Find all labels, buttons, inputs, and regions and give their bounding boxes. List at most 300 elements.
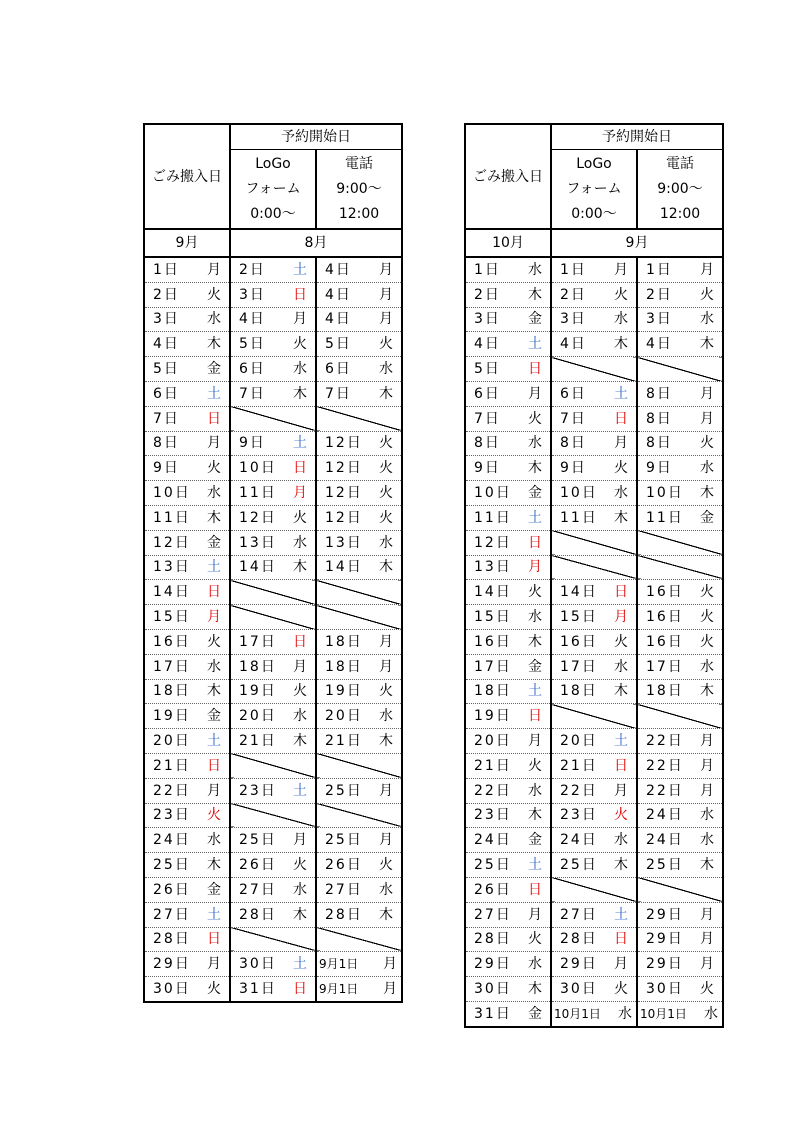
table-row bbox=[465, 803, 723, 828]
date-label: 24日 bbox=[474, 832, 512, 849]
phone-date-cell bbox=[637, 977, 723, 1002]
logo-form-date-cell bbox=[551, 902, 637, 927]
phone-date-cell bbox=[637, 778, 723, 803]
date-label: 21日 bbox=[325, 733, 363, 750]
date-label: 14日 bbox=[325, 559, 363, 576]
logo-form-date-cell bbox=[551, 332, 637, 357]
phone-date-cell bbox=[316, 257, 402, 282]
weekday-label: 水 bbox=[528, 435, 544, 452]
logo-form-date-cell bbox=[230, 456, 316, 481]
weekday-label: 月 bbox=[379, 658, 395, 675]
phone-date-cell bbox=[637, 580, 723, 605]
pickup-date-cell bbox=[144, 654, 230, 679]
table-row bbox=[465, 977, 723, 1002]
phone-date-cell bbox=[316, 481, 402, 506]
weekday-label: 水 bbox=[700, 658, 716, 675]
phone-date-cell bbox=[637, 629, 723, 654]
weekday-label: 木 bbox=[207, 509, 223, 526]
weekday-label: 水 bbox=[293, 361, 309, 378]
logo-form-date-cell bbox=[551, 927, 637, 952]
phone-date-cell bbox=[316, 456, 402, 481]
schedule-table-right bbox=[464, 123, 724, 1028]
pickup-date-cell bbox=[144, 456, 230, 481]
date-label: 7日 bbox=[239, 385, 266, 402]
logo-form-date-cell-unavailable bbox=[230, 580, 316, 605]
weekday-label: 月 bbox=[207, 435, 223, 452]
table-row bbox=[465, 456, 723, 481]
table-row bbox=[465, 729, 723, 754]
pickup-date-cell bbox=[465, 456, 551, 481]
phone-date-cell-unavailable bbox=[316, 803, 402, 828]
weekday-label: 月 bbox=[614, 782, 630, 799]
weekday-label: 土 bbox=[207, 385, 223, 402]
weekday-label: 土 bbox=[528, 683, 544, 700]
date-label: 11日 bbox=[239, 485, 277, 502]
date-label: 17日 bbox=[474, 658, 512, 675]
weekday-label: 火 bbox=[528, 584, 544, 601]
date-label: 10月1日 bbox=[640, 1006, 687, 1021]
date-label: 17日 bbox=[239, 633, 277, 650]
weekday-label: 月 bbox=[528, 906, 544, 923]
weekday-label: 土 bbox=[614, 385, 630, 402]
pickup-date-cell bbox=[144, 828, 230, 853]
date-label: 18日 bbox=[239, 658, 277, 675]
phone-date-cell bbox=[637, 505, 723, 530]
date-label: 8日 bbox=[646, 435, 673, 452]
pickup-date-cell bbox=[465, 679, 551, 704]
date-label: 9月1日 bbox=[319, 957, 359, 972]
weekday-label: 金 bbox=[207, 881, 223, 898]
date-label: 23日 bbox=[560, 807, 598, 824]
phone-date-cell bbox=[637, 853, 723, 878]
reservation-start-header: 予約開始日 bbox=[230, 124, 402, 150]
logo-form-date-cell-unavailable bbox=[551, 357, 637, 382]
date-label: 28日 bbox=[239, 906, 277, 923]
phone-header bbox=[637, 150, 723, 230]
phone-date-cell bbox=[316, 629, 402, 654]
logo-form-date-cell bbox=[551, 307, 637, 332]
weekday-label: 金 bbox=[528, 485, 544, 502]
table-row bbox=[144, 381, 402, 406]
weekday-label: 月 bbox=[614, 609, 630, 626]
table-row bbox=[144, 605, 402, 630]
weekday-label: 月 bbox=[700, 261, 716, 278]
pickup-date-cell bbox=[465, 530, 551, 555]
weekday-label: 木 bbox=[528, 633, 544, 650]
date-label: 3日 bbox=[560, 311, 587, 328]
table-row bbox=[465, 654, 723, 679]
pickup-date-cell bbox=[465, 778, 551, 803]
logo-form-date-cell bbox=[551, 406, 637, 431]
weekday-label: 水 bbox=[207, 485, 223, 502]
weekday-label: 土 bbox=[207, 733, 223, 750]
weekday-label: 日 bbox=[293, 460, 309, 477]
date-label: 26日 bbox=[325, 857, 363, 874]
date-label: 25日 bbox=[325, 782, 363, 799]
table-row bbox=[144, 753, 402, 778]
weekday-label: 水 bbox=[379, 534, 395, 551]
table-row bbox=[465, 257, 723, 282]
date-label: 26日 bbox=[153, 881, 191, 898]
weekday-label: 月 bbox=[614, 956, 630, 973]
date-label: 17日 bbox=[560, 658, 598, 675]
weekday-label: 火 bbox=[207, 981, 223, 997]
weekday-label: 日 bbox=[293, 981, 309, 997]
weekday-label: 月 bbox=[700, 906, 716, 923]
date-label: 13日 bbox=[474, 559, 512, 576]
date-label: 2日 bbox=[646, 286, 673, 303]
table-row bbox=[144, 555, 402, 580]
logo-form-date-cell bbox=[230, 357, 316, 382]
weekday-label: 火 bbox=[207, 286, 223, 303]
pickup-date-cell bbox=[144, 679, 230, 704]
weekday-label: 火 bbox=[379, 336, 395, 353]
weekday-label: 木 bbox=[528, 981, 544, 997]
logo-form-date-cell bbox=[551, 853, 637, 878]
logo-form-date-cell bbox=[551, 431, 637, 456]
date-label: 29日 bbox=[646, 931, 684, 948]
logo-form-date-cell bbox=[551, 257, 637, 282]
date-label: 25日 bbox=[153, 857, 191, 874]
pickup-date-cell bbox=[144, 853, 230, 878]
logo-form-date-cell bbox=[230, 505, 316, 530]
weekday-label: 火 bbox=[528, 931, 544, 948]
date-label: 12日 bbox=[153, 534, 191, 551]
phone-date-cell-unavailable bbox=[637, 357, 723, 382]
date-label: 30日 bbox=[153, 981, 191, 997]
pickup-date-cell bbox=[465, 853, 551, 878]
phone-date-cell bbox=[316, 704, 402, 729]
weekday-label: 木 bbox=[614, 857, 630, 874]
weekday-label: 木 bbox=[700, 683, 716, 700]
reservation-month: 8月 bbox=[230, 229, 402, 257]
date-label: 20日 bbox=[560, 733, 598, 750]
table-row bbox=[144, 481, 402, 506]
weekday-label: 日 bbox=[614, 931, 630, 948]
phone-start-time: 9:00～ bbox=[336, 180, 382, 197]
phone-date-cell-unavailable bbox=[316, 927, 402, 952]
table-row bbox=[144, 977, 402, 1002]
pickup-date-cell bbox=[144, 381, 230, 406]
weekday-label: 日 bbox=[207, 757, 223, 774]
phone-header bbox=[316, 150, 402, 230]
weekday-label: 水 bbox=[528, 782, 544, 799]
date-label: 12日 bbox=[325, 460, 363, 477]
pickup-date-cell bbox=[465, 654, 551, 679]
date-label: 7日 bbox=[153, 410, 180, 427]
phone-date-cell bbox=[637, 431, 723, 456]
weekday-label: 日 bbox=[207, 410, 223, 427]
logo-form-date-cell bbox=[551, 381, 637, 406]
weekday-label: 日 bbox=[528, 881, 544, 898]
table-row bbox=[144, 505, 402, 530]
date-label: 28日 bbox=[325, 906, 363, 923]
date-label: 11日 bbox=[474, 509, 512, 526]
table-row bbox=[144, 257, 402, 282]
pickup-date-cell bbox=[144, 778, 230, 803]
date-label: 13日 bbox=[239, 534, 277, 551]
logo-form-date-cell bbox=[551, 828, 637, 853]
phone-label: 電話 bbox=[345, 155, 373, 172]
table-row bbox=[465, 1001, 723, 1026]
table-row bbox=[465, 629, 723, 654]
schedule-rows bbox=[144, 257, 402, 1002]
logo-form-date-cell bbox=[230, 381, 316, 406]
date-label: 30日 bbox=[239, 956, 277, 973]
date-label: 30日 bbox=[560, 981, 598, 997]
weekday-label: 金 bbox=[207, 534, 223, 551]
pickup-date-cell bbox=[144, 505, 230, 530]
pickup-date-cell bbox=[144, 406, 230, 431]
schedule-table-left bbox=[143, 123, 403, 1003]
pickup-date-cell bbox=[144, 803, 230, 828]
pickup-date-cell bbox=[465, 381, 551, 406]
weekday-label: 火 bbox=[528, 410, 544, 427]
weekday-label: 火 bbox=[207, 807, 223, 824]
logo-form-date-cell-unavailable bbox=[230, 753, 316, 778]
date-label: 27日 bbox=[325, 881, 363, 898]
weekday-label: 木 bbox=[700, 485, 716, 502]
date-label: 31日 bbox=[474, 1005, 512, 1022]
logo-form-date-cell bbox=[551, 679, 637, 704]
weekday-label: 月 bbox=[700, 757, 716, 774]
weekday-label: 金 bbox=[700, 509, 716, 526]
date-label: 2日 bbox=[153, 286, 180, 303]
table-row bbox=[144, 282, 402, 307]
phone-date-cell-unavailable bbox=[637, 530, 723, 555]
date-label: 9日 bbox=[646, 460, 673, 477]
date-label: 4日 bbox=[646, 336, 673, 353]
pickup-date-cell bbox=[144, 729, 230, 754]
table-row bbox=[144, 704, 402, 729]
logo-form-date-cell bbox=[551, 952, 637, 977]
logo-form-date-cell bbox=[230, 332, 316, 357]
table-row bbox=[144, 530, 402, 555]
date-label: 24日 bbox=[646, 807, 684, 824]
date-label: 8日 bbox=[646, 410, 673, 427]
date-label: 27日 bbox=[153, 906, 191, 923]
logo-form-date-cell bbox=[551, 605, 637, 630]
phone-date-cell bbox=[637, 1001, 723, 1026]
table-row bbox=[465, 505, 723, 530]
logo-form-date-cell bbox=[551, 505, 637, 530]
weekday-label: 火 bbox=[379, 857, 395, 874]
weekday-label: 月 bbox=[207, 956, 223, 973]
weekday-label: 火 bbox=[614, 460, 630, 477]
date-label: 10日 bbox=[560, 485, 598, 502]
weekday-label: 土 bbox=[528, 857, 544, 874]
date-label: 5日 bbox=[239, 336, 266, 353]
weekday-label: 土 bbox=[614, 906, 630, 923]
logo-form-date-cell bbox=[230, 257, 316, 282]
date-label: 6日 bbox=[325, 361, 352, 378]
date-label: 12日 bbox=[325, 485, 363, 502]
weekday-label: 水 bbox=[207, 311, 223, 328]
date-label: 8日 bbox=[560, 435, 587, 452]
pickup-date-cell bbox=[144, 902, 230, 927]
weekday-label: 木 bbox=[207, 683, 223, 700]
date-label: 18日 bbox=[560, 683, 598, 700]
phone-date-cell bbox=[316, 828, 402, 853]
table-row bbox=[144, 357, 402, 382]
date-label: 5日 bbox=[474, 361, 501, 378]
date-label: 27日 bbox=[560, 906, 598, 923]
weekday-label: 水 bbox=[207, 832, 223, 849]
table-row bbox=[465, 307, 723, 332]
date-label: 10日 bbox=[474, 485, 512, 502]
phone-date-cell bbox=[637, 654, 723, 679]
table-row bbox=[465, 753, 723, 778]
date-label: 18日 bbox=[153, 683, 191, 700]
date-label: 22日 bbox=[474, 782, 512, 799]
weekday-label: 水 bbox=[700, 832, 716, 849]
pickup-date-cell bbox=[144, 431, 230, 456]
date-label: 18日 bbox=[325, 633, 363, 650]
date-label: 23日 bbox=[474, 807, 512, 824]
table-row bbox=[465, 555, 723, 580]
date-label: 12日 bbox=[325, 435, 363, 452]
weekday-label: 火 bbox=[700, 584, 716, 601]
phone-date-cell bbox=[316, 307, 402, 332]
pickup-date-cell bbox=[465, 828, 551, 853]
pickup-date-cell bbox=[144, 530, 230, 555]
date-label: 22日 bbox=[646, 733, 684, 750]
phone-date-cell bbox=[316, 555, 402, 580]
table-row bbox=[144, 778, 402, 803]
pickup-date-cell bbox=[144, 927, 230, 952]
date-label: 29日 bbox=[646, 906, 684, 923]
phone-date-cell-unavailable bbox=[637, 704, 723, 729]
date-label: 4日 bbox=[239, 311, 266, 328]
date-label: 5日 bbox=[325, 336, 352, 353]
phone-date-cell bbox=[637, 803, 723, 828]
date-label: 24日 bbox=[646, 832, 684, 849]
weekday-label: 月 bbox=[700, 733, 716, 750]
date-label: 22日 bbox=[560, 782, 598, 799]
weekday-label: 金 bbox=[528, 658, 544, 675]
table-row bbox=[144, 406, 402, 431]
date-label: 18日 bbox=[474, 683, 512, 700]
table-row bbox=[465, 406, 723, 431]
pickup-date-cell bbox=[144, 332, 230, 357]
weekday-label: 木 bbox=[379, 733, 395, 750]
phone-date-cell bbox=[316, 530, 402, 555]
pickup-date-cell bbox=[465, 332, 551, 357]
pickup-date-cell bbox=[465, 952, 551, 977]
phone-date-cell bbox=[637, 729, 723, 754]
date-label: 27日 bbox=[474, 906, 512, 923]
weekday-label: 日 bbox=[528, 534, 544, 551]
weekday-label: 木 bbox=[528, 807, 544, 824]
table-row bbox=[144, 853, 402, 878]
phone-date-cell bbox=[316, 282, 402, 307]
logo-form-date-cell bbox=[230, 481, 316, 506]
table-row bbox=[144, 629, 402, 654]
date-label: 11日 bbox=[646, 509, 684, 526]
date-label: 25日 bbox=[474, 857, 512, 874]
weekday-label: 火 bbox=[700, 286, 716, 303]
date-label: 14日 bbox=[153, 584, 191, 601]
logo-form-date-cell bbox=[230, 977, 316, 1002]
phone-date-cell bbox=[637, 481, 723, 506]
logo-form-date-cell bbox=[230, 828, 316, 853]
weekday-label: 月 bbox=[207, 782, 223, 799]
phone-date-cell bbox=[637, 927, 723, 952]
phone-date-cell bbox=[637, 679, 723, 704]
weekday-label: 木 bbox=[379, 559, 395, 576]
weekday-label: 月 bbox=[293, 311, 309, 328]
weekday-label: 日 bbox=[207, 584, 223, 601]
form-time-label: 0:00～ bbox=[571, 205, 617, 222]
date-label: 24日 bbox=[153, 832, 191, 849]
logo-label: LoGo bbox=[255, 155, 291, 172]
logo-form-date-cell-unavailable bbox=[230, 406, 316, 431]
schedule-rows bbox=[465, 257, 723, 1027]
date-label: 19日 bbox=[474, 708, 512, 725]
phone-date-cell bbox=[637, 332, 723, 357]
phone-date-cell bbox=[316, 431, 402, 456]
logo-form-date-cell bbox=[551, 753, 637, 778]
weekday-label: 日 bbox=[614, 757, 630, 774]
weekday-label: 金 bbox=[528, 311, 544, 328]
table-row bbox=[144, 654, 402, 679]
logo-form-date-cell bbox=[551, 977, 637, 1002]
date-label: 6日 bbox=[560, 385, 587, 402]
date-label: 11日 bbox=[153, 509, 191, 526]
pickup-date-cell bbox=[465, 505, 551, 530]
weekday-label: 月 bbox=[614, 261, 630, 278]
phone-date-cell-unavailable bbox=[316, 605, 402, 630]
logo-form-date-cell bbox=[551, 1001, 637, 1026]
date-label: 9日 bbox=[153, 460, 180, 477]
phone-date-cell bbox=[637, 307, 723, 332]
logo-form-date-cell bbox=[551, 629, 637, 654]
table-row bbox=[144, 431, 402, 456]
weekday-label: 火 bbox=[379, 460, 395, 477]
logo-form-date-cell bbox=[230, 555, 316, 580]
date-label: 20日 bbox=[474, 733, 512, 750]
table-row bbox=[465, 332, 723, 357]
date-label: 25日 bbox=[560, 857, 598, 874]
table-row bbox=[465, 580, 723, 605]
date-label: 12日 bbox=[325, 509, 363, 526]
weekday-label: 月 bbox=[528, 559, 544, 576]
weekday-label: 水 bbox=[528, 956, 544, 973]
logo-form-date-cell bbox=[230, 282, 316, 307]
date-label: 3日 bbox=[153, 311, 180, 328]
table-row bbox=[144, 828, 402, 853]
date-label: 18日 bbox=[325, 658, 363, 675]
form-time-label: 0:00～ bbox=[250, 205, 296, 222]
table-row bbox=[465, 605, 723, 630]
table-row bbox=[144, 877, 402, 902]
pickup-day-header: ごみ搬入日 bbox=[144, 124, 230, 229]
weekday-label: 火 bbox=[700, 609, 716, 626]
date-label: 20日 bbox=[239, 708, 277, 725]
date-label: 29日 bbox=[474, 956, 512, 973]
pickup-date-cell bbox=[144, 877, 230, 902]
date-label: 17日 bbox=[646, 658, 684, 675]
table-row bbox=[144, 803, 402, 828]
date-label: 9日 bbox=[560, 460, 587, 477]
date-label: 21日 bbox=[239, 733, 277, 750]
logo-form-date-cell bbox=[230, 729, 316, 754]
weekday-label: 水 bbox=[528, 261, 544, 278]
pickup-date-cell bbox=[465, 977, 551, 1002]
date-label: 4日 bbox=[560, 336, 587, 353]
date-label: 12日 bbox=[474, 534, 512, 551]
logo-form-date-cell bbox=[230, 679, 316, 704]
